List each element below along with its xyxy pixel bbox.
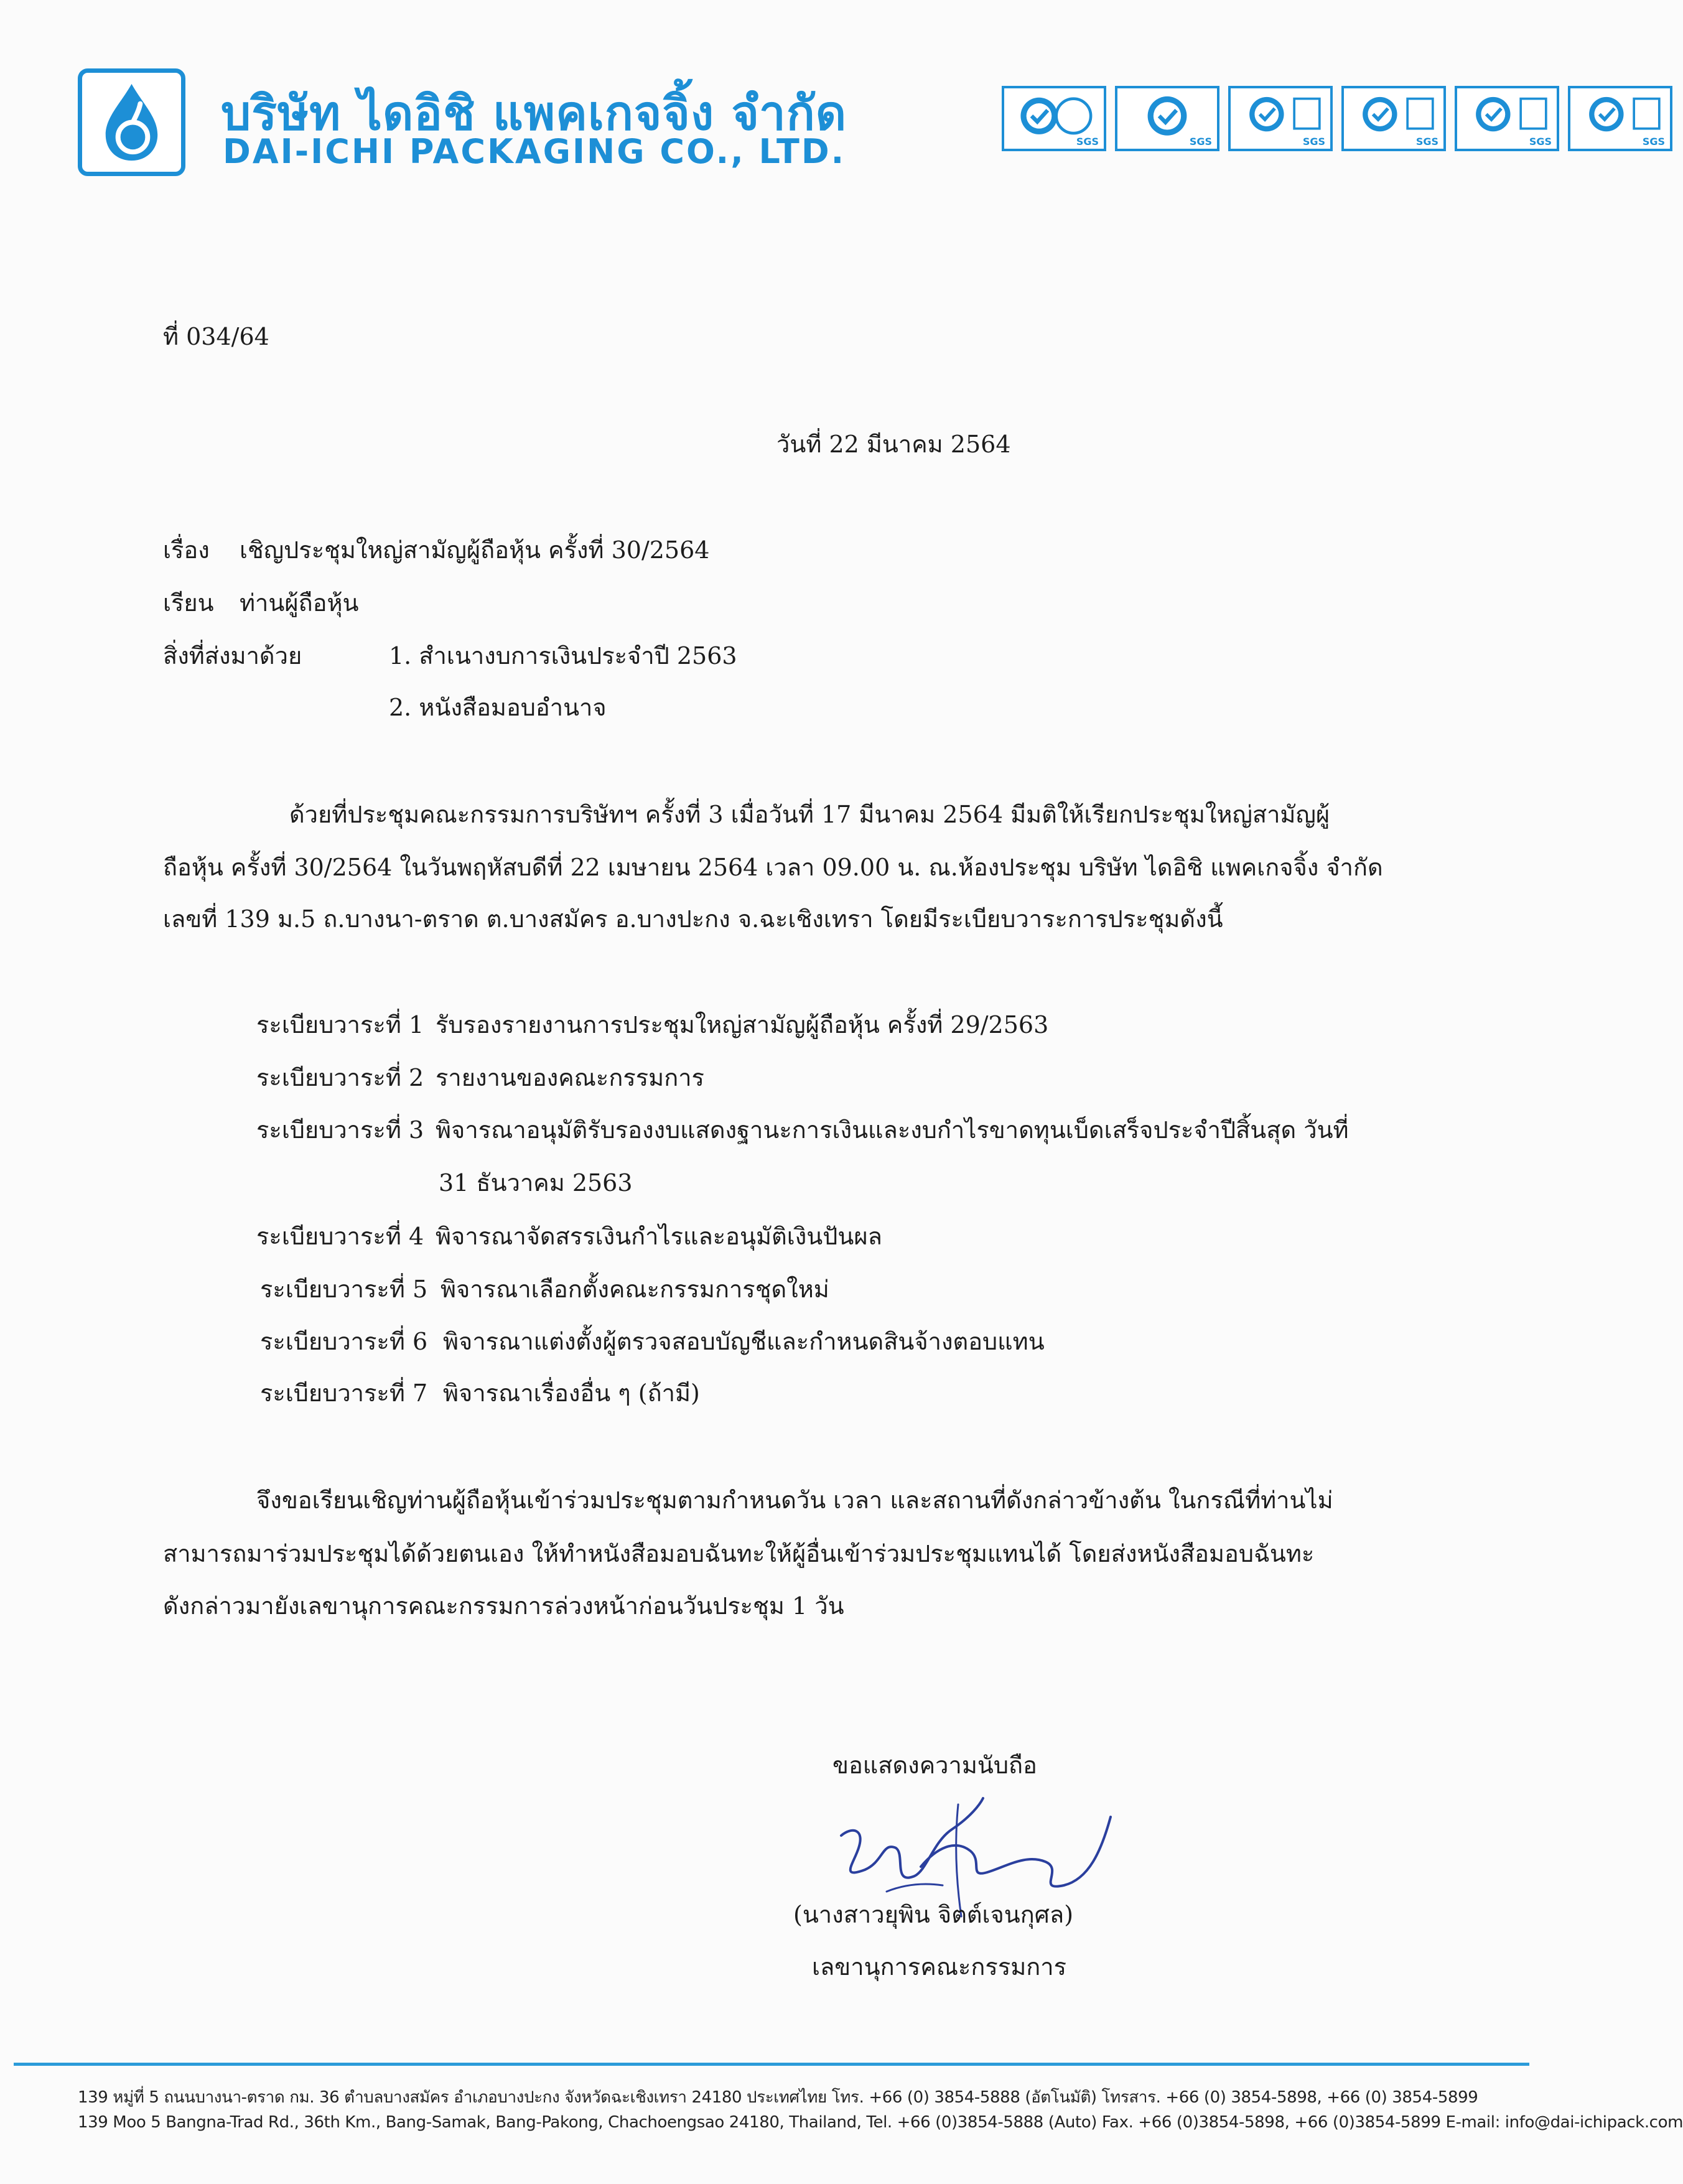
certification-badge: [1002, 86, 1106, 151]
subject-label: เรื่อง: [163, 536, 210, 564]
reference-number: ที่ 034/64: [163, 323, 269, 350]
agenda-item-label: ระเบียบวาระที่ 4: [256, 1223, 424, 1250]
certification-label: SGS: [1529, 136, 1552, 147]
certification-label: SGS: [1076, 136, 1099, 147]
certification-badge: [1115, 86, 1219, 151]
letter-date: วันที่ 22 มีนาคม 2564: [776, 431, 1011, 458]
company-name-english: DAI-ICHI PACKAGING CO., LTD.: [223, 132, 846, 171]
closing-paragraph-line: ดังกล่าวมายังเลขานุการคณะกรรมการล่วงหน้าก่อนวันประชุม 1 วัน: [163, 1592, 844, 1620]
agenda-item-text: พิจารณาแต่งตั้งผู้ตรวจสอบบัญชีและกำหนดสินจ้างตอบแทน: [443, 1328, 1045, 1355]
agenda-item-text: พิจารณาเลือกตั้งคณะกรรมการชุดใหม่: [441, 1276, 829, 1303]
subject-text: เชิญประชุมใหญ่สามัญผู้ถือหุ้น ครั้งที่ 30/2564: [240, 536, 710, 564]
certification-label: SGS: [1302, 136, 1325, 147]
company-logo: [78, 68, 185, 176]
certification-badge: [1568, 86, 1672, 151]
enclosure-item: 1. สำเนางบการเงินประจำปี 2563: [389, 642, 737, 670]
agenda-item-text: พิจารณาอนุมัติรับรองงบแสดงฐานะการเงินและงบกำไรขาดทุนเบ็ดเสร็จประจำปีสิ้นสุด วันที่: [436, 1116, 1349, 1144]
agenda-item-label: ระเบียบวาระที่ 7: [260, 1379, 428, 1407]
complimentary-close: ขอแสดงความนับถือ: [832, 1752, 1037, 1779]
agenda-item-label: ระเบียบวาระที่ 3: [256, 1116, 424, 1144]
agenda-item-text: รับรองรายงานการประชุมใหญ่สามัญผู้ถือหุ้น ครั้งที่ 29/2563: [436, 1011, 1049, 1038]
certification-badge: [1228, 86, 1333, 151]
certification-label: SGS: [1415, 136, 1438, 147]
certification-label: SGS: [1642, 136, 1665, 147]
enclosures-label: สิ่งที่ส่งมาด้วย: [163, 642, 302, 670]
certification-label: SGS: [1189, 136, 1212, 147]
droplet-logo-icon: [82, 73, 181, 172]
closing-paragraph-line: จึงขอเรียนเชิญท่านผู้ถือหุ้นเข้าร่วมประชุมตามกำหนดวัน เวลา และสถานที่ดังกล่าวข้างต้น ในกรณีที่ท่านไม่: [256, 1486, 1333, 1514]
intro-paragraph-line: ถือหุ้น ครั้งที่ 30/2564 ในวันพฤหัสบดีที่ 22 เมษายน 2564 เวลา 09.00 น. ณ.ห้องประชุม บริษัท ไดอิชิ แพคเกจจิ้ง จำกัด: [163, 854, 1383, 881]
intro-paragraph-line: ด้วยที่ประชุมคณะกรรมการบริษัทฯ ครั้งที่ 3 เมื่อวันที่ 17 มีนาคม 2564 มีมติให้เรียกประชุมใหญ่สามัญผู้: [289, 801, 1330, 828]
agenda-item-label: ระเบียบวาระที่ 6: [260, 1328, 428, 1355]
footer-divider: [14, 2063, 1529, 2066]
salutation-text: ท่านผู้ถือหุ้น: [240, 589, 359, 617]
agenda-item-label: ระเบียบวาระที่ 1: [256, 1011, 424, 1038]
signer-title: เลขานุการคณะกรรมการ: [812, 1953, 1067, 1981]
closing-paragraph-line: สามารถมาร่วมประชุมได้ด้วยตนเอง ให้ทำหนังสือมอบฉันทะให้ผู้อื่นเข้าร่วมประชุมแทนได้ โดยส่งหนังสือมอบฉันทะ: [163, 1540, 1315, 1567]
company-name-thai: บริษัท ไดอิชิ แพคเกจจิ้ง จำกัด: [221, 85, 847, 141]
salutation-label: เรียน: [163, 589, 214, 617]
agenda-item-text: พิจารณาเรื่องอื่น ๆ (ถ้ามี): [443, 1379, 700, 1407]
certification-badge: [1455, 86, 1559, 151]
enclosure-item: 2. หนังสือมอบอำนาจ: [389, 694, 607, 721]
certification-logos: [1002, 86, 1672, 151]
signer-name: (นางสาวยุพิน จิตต์เจนกุศล): [793, 1901, 1074, 1928]
agenda-item-continuation: 31 ธันวาคม 2563: [439, 1169, 633, 1197]
footer-address-thai: 139 หมู่ที่ 5 ถนนบางนา-ตราด กม. 36 ตำบลบางสมัคร อำเภอบางปะกง จังหวัดฉะเชิงเทรา 24180 ประเทศไทย โทร. +66 (0) 3854-5888 (อัตโนมัติ) โทรสาร. +66 (0) 3854-5898, +66 (0) 3854-5899: [78, 2088, 1478, 2107]
agenda-item-label: ระเบียบวาระที่ 5: [260, 1276, 428, 1303]
agenda-item-label: ระเบียบวาระที่ 2: [256, 1064, 424, 1091]
agenda-item-text: พิจารณาจัดสรรเงินกำไรและอนุมัติเงินปันผล: [436, 1223, 882, 1250]
intro-paragraph-line: เลขที่ 139 ม.5 ถ.บางนา-ตราด ต.บางสมัคร อ.บางปะกง จ.ฉะเชิงเทรา โดยมีระเบียบวาระการประชุมดังนี้: [163, 905, 1223, 933]
footer-address-english: 139 Moo 5 Bangna-Trad Rd., 36th Km., Bang-Samak, Bang-Pakong, Chachoengsao 24180, Thailand, Tel. +66 (0)3854-5888 (Auto) Fax. +66 (0)3854-5898, +66 (0)3854-5899 E-mail: info@dai-ichipack.com: [78, 2113, 1683, 2132]
certification-badge: [1341, 86, 1446, 151]
agenda-item-text: รายงานของคณะกรรมการ: [436, 1064, 704, 1091]
